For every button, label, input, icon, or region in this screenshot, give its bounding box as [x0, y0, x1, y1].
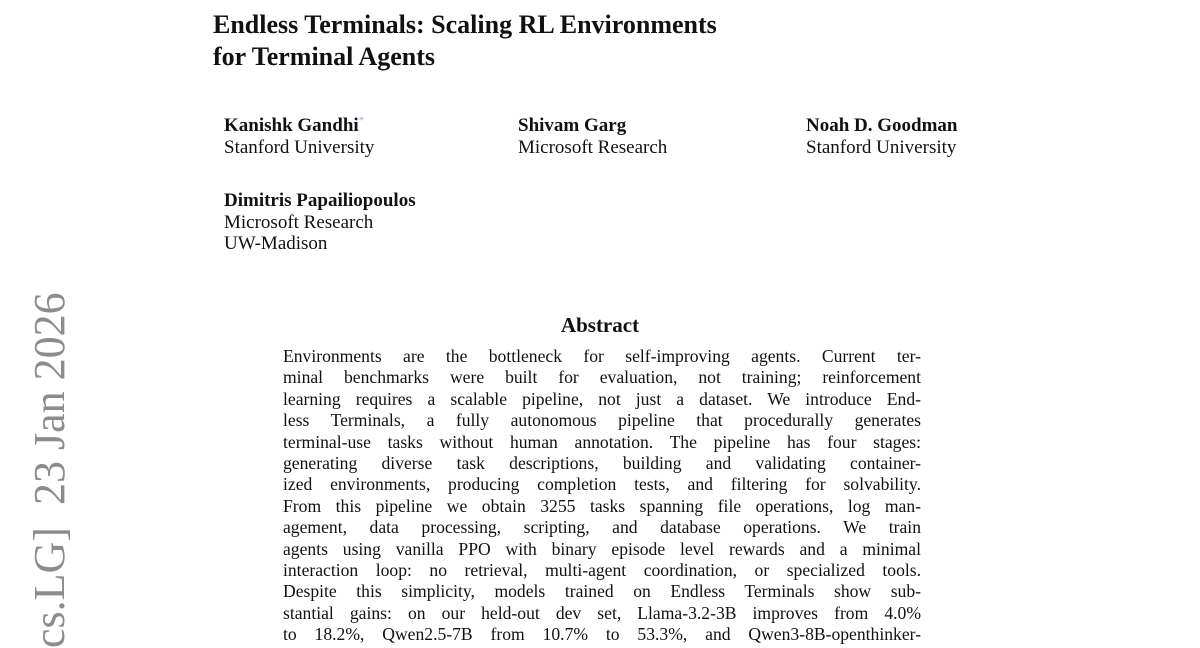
author-block	[224, 190, 416, 255]
author-block	[518, 115, 667, 158]
abstract-line: terminal-use tasks without human annotation. The pipeline has four stages:	[283, 431, 921, 452]
author-affiliation: Stanford University	[806, 136, 957, 158]
abstract-line: Environments are the bottleneck for self-improving agents. Current ter-	[283, 346, 921, 366]
title-line: for Terminal Agents	[213, 42, 435, 71]
arxiv-category: cs.LG]	[25, 527, 74, 648]
abstract-line: less Terminals, a fully autonomous pipeline that procedurally generates	[283, 410, 921, 431]
author-name: Dimitris Papailiopoulos	[224, 190, 416, 211]
author-affiliation: UW-Madison	[224, 233, 328, 254]
abstract-line: agents using vanilla PPO with binary episode level rewards and a minimal	[283, 538, 921, 559]
paper-title	[213, 9, 913, 73]
author-affiliation: Microsoft Research	[518, 136, 668, 158]
author-affiliation: Stanford University	[224, 136, 375, 158]
arxiv-sidebar-stamp	[26, 292, 74, 648]
abstract-line: learning requires a scalable pipeline, not just a dataset. We introduce End-	[283, 388, 921, 409]
author-block	[224, 115, 374, 158]
title-line: Endless Terminals: Scaling RL Environments	[213, 10, 717, 39]
abstract-line: stantial gains: on our held-out dev set, Llama-3.2-3B improves from 4.0%	[283, 602, 921, 623]
arxiv-date: 23 Jan 2026	[25, 292, 74, 506]
author-name: Noah D. Goodman	[806, 115, 958, 136]
abstract-body	[283, 346, 921, 645]
abstract-line: agement, data processing, scripting, and database operations. We train	[283, 517, 921, 538]
abstract-line: interaction loop: no retrieval, multi-agent coordination, or specialized tools.	[283, 559, 921, 580]
abstract-line: generating diverse task descriptions, building and validating container-	[283, 452, 921, 473]
abstract-line: From this pipeline we obtain 3255 tasks spanning file operations, log man-	[283, 495, 921, 516]
author-block	[806, 115, 958, 158]
abstract-line: minal benchmarks were built for evaluation, not training; reinforcement	[283, 367, 921, 388]
abstract-line: to 18.2%, Qwen2.5-7B from 10.7% to 53.3%, and Qwen3-8B-openthinker-	[283, 624, 921, 645]
equal-contribution-mark: *	[358, 114, 365, 127]
author-name: Shivam Garg	[518, 115, 627, 136]
author-affiliation: Microsoft Research	[224, 211, 374, 233]
author-name: Kanishk Gandhi*	[224, 114, 365, 136]
abstract-line: Despite this simplicity, models trained on Endless Terminals show sub-	[283, 581, 921, 602]
abstract-heading: Abstract	[560, 313, 640, 337]
abstract-line: ized environments, producing completion tests, and filtering for solvability.	[283, 474, 921, 495]
